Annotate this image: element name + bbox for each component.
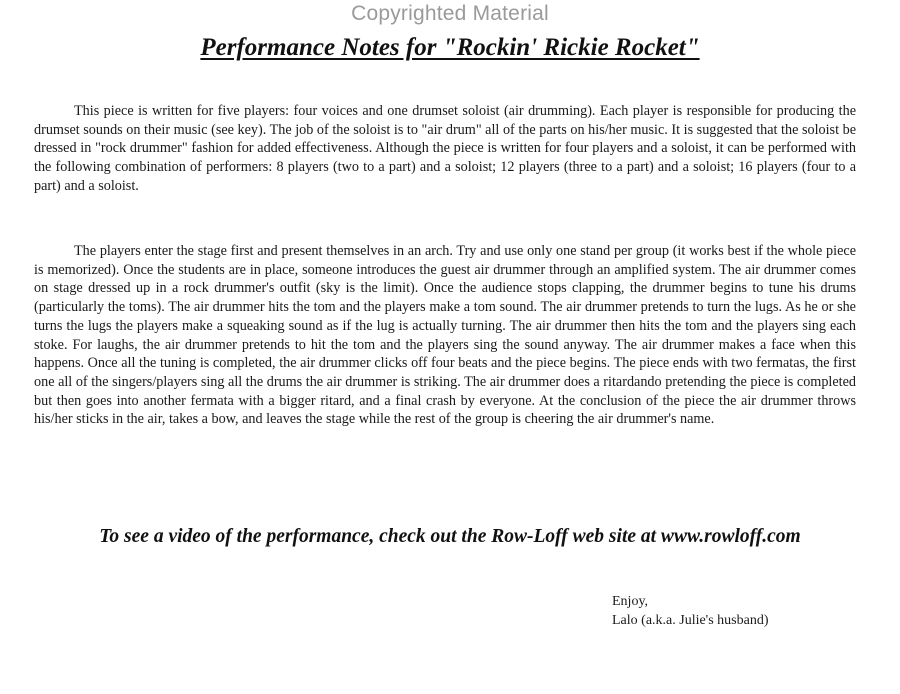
paragraph-staging: The players enter the stage first and present themselves in an arch. Try and use only one stand per group (it works best if the whole piece is memorized). Once the students are in place, someone introduces the guest air drummer through an amplified system. The air drummer comes on stage dressed up in a rock drummer's outfit (sky is the limit). Once the audience stops clapping, the drummer begins to tune his drums (particularly the toms). The air drummer hits the tom and the players make a tom sound. The air drummer pretends to turn the lugs. As he or she turns the lugs the players make a squeaking sound as if the lug is actually turning. The air drummer then hits the tom and the players sing each stoke. For laughs, the air drummer pretends to hit the tom and the players sing the sound anyway. The air drummer makes a face when this happens. Once all the tuning is completed, the air drummer clicks off four beats and the piece begins. The piece ends with two fermatas, the first one all of the singers/players sing all the drums the air drummer is striking. The air drummer does a ritardando pretending the piece is completed but then goes into another fermata with a bigger ritard, and a final crash by everyone. At the conclusion of the piece the air drummer throws his/her sticks in the air, takes a bow, and leaves the stage while the rest of the group is cheering the air drummer's name. bbox=[34, 243, 856, 428]
signoff-signature: Lalo (a.k.a. Julie's husband) bbox=[612, 613, 769, 628]
signoff bbox=[612, 592, 768, 630]
signoff-closing: Enjoy, bbox=[612, 594, 649, 609]
paragraph-intro: This piece is written for five players: four voices and one drumset soloist (air drumming). Each player is responsible for producing the drumset sounds on their music (see key). The job of the soloist is to "air drum" all of the parts on his/her music. It is suggested that the soloist be dressed in "rock drummer" fashion for added effectiveness. Although the piece is written for four players and a soloist, it can be performed with the following combination of performers: 8 players (two to a part) and a soloist; 12 players (three to a part) and a soloist; 16 players (four to a part) and a soloist. bbox=[34, 103, 856, 194]
page-title: Performance Notes for "Rockin' Rickie Rocket" bbox=[200, 34, 700, 61]
video-call-to-action: To see a video of the performance, check out the Row-Loff web site at www.rowloff.com bbox=[99, 526, 801, 547]
copyright-watermark: Copyrighted Material bbox=[351, 2, 549, 25]
